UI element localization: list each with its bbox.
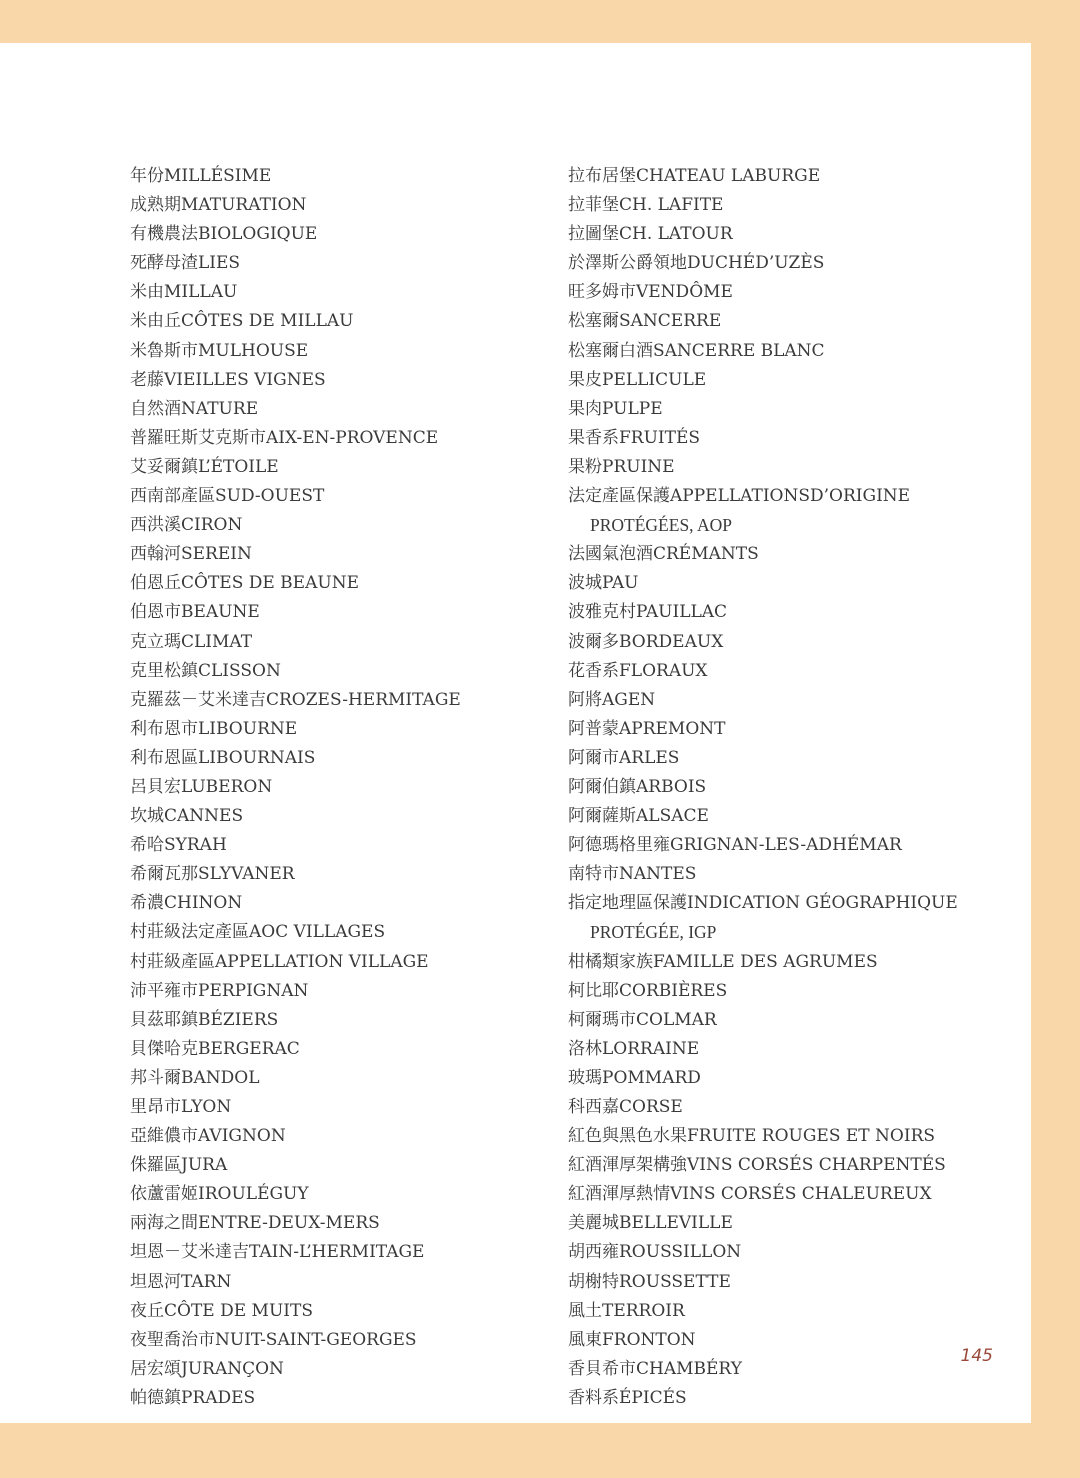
glossary-entry: 阿普蒙APREMONT <box>568 718 726 739</box>
glossary-entry: 拉圖堡CH. LATOUR <box>568 224 733 245</box>
glossary-entry: 居宏頌JURANÇON <box>130 1358 284 1379</box>
glossary-entry: 伯恩丘CÔTES DE BEAUNE <box>130 573 359 594</box>
glossary-entry: 死酵母渣LIES <box>130 253 241 274</box>
glossary-entry: 里昂市LYON <box>130 1097 232 1117</box>
glossary-entry: 普羅旺斯艾克斯市AIX-EN-PROVENCE <box>130 427 439 448</box>
glossary-entry: 洛林LORRAINE <box>568 1038 700 1059</box>
glossary-entry: 花香系FLORAUX <box>568 660 708 681</box>
glossary-entry: 克里松鎮CLISSON <box>130 660 281 681</box>
glossary-entry <box>568 889 1008 947</box>
glossary-entry: 年份MILLÉSIME <box>130 166 272 186</box>
glossary-entry: 美麗城BELLEVILLE <box>568 1213 733 1234</box>
glossary-entry: 拉布居堡CHATEAU LABURGE <box>568 166 821 186</box>
glossary-entry: 風土TERROIR <box>568 1300 685 1321</box>
glossary-entry: 利布恩市LIBOURNE <box>130 718 298 739</box>
glossary-entry: 香料系ÉPICÉS <box>568 1387 687 1408</box>
glossary-entry: 伯恩市BEAUNE <box>130 602 260 623</box>
glossary-entry: 沛平雍市PERPIGNAN <box>130 980 309 1001</box>
page-number: 145 <box>960 1346 993 1366</box>
glossary-entry: 波爾多BORDEAUX <box>568 631 724 652</box>
glossary-entry: 老藤VIEILLES VIGNES <box>130 369 326 390</box>
glossary-entry: 於澤斯公爵領地DUCHÉD’UZÈS <box>568 253 825 274</box>
glossary-entry: 胡榭特ROUSSETTE <box>568 1271 731 1292</box>
glossary-entry: 果肉PULPE <box>568 398 663 419</box>
glossary-entry: 玻瑪POMMARD <box>568 1067 701 1088</box>
glossary-entry: 侏羅區JURA <box>130 1155 228 1176</box>
glossary-entry: 自然酒NATURE <box>130 398 259 419</box>
glossary-entry: 夜聖喬治市NUIT-SAINT-GEORGES <box>130 1329 417 1350</box>
glossary-entry: 阿爾市ARLES <box>568 747 680 768</box>
glossary-entry: 阿德瑪格里雍GRIGNAN-LES-ADHÉMAR <box>568 835 902 856</box>
glossary-entry: 艾妥爾鎮L’ÉTOILE <box>130 456 279 477</box>
glossary-entry: 依蘆雷姬IROULÉGUY <box>130 1184 309 1205</box>
glossary-entry: 南特市NANTES <box>568 864 697 885</box>
glossary-entry: 松塞爾白酒SANCERRE BLANC <box>568 340 825 361</box>
glossary-entry: 利布恩區LIBOURNAIS <box>130 747 316 768</box>
glossary-entry: 有機農法BIOLOGIQUE <box>130 224 318 245</box>
glossary-entry: 柑橘類家族FAMILLE DES AGRUMES <box>568 951 878 972</box>
glossary-entry: 貝茲耶鎮BÉZIERS <box>130 1009 279 1030</box>
glossary-entry: 夜丘CÔTE DE MUITS <box>130 1300 313 1321</box>
glossary-entry: 波雅克村PAUILLAC <box>568 602 728 623</box>
glossary-entry: 克羅茲－艾米達吉CROZES-HERMITAGE <box>130 689 461 710</box>
glossary-entry: 柯比耶CORBIÈRES <box>568 980 728 1001</box>
glossary-entry: 柯爾瑪市COLMAR <box>568 1009 717 1030</box>
glossary-entry-text: 法定產區保護APPELLATIONSD’ORIGINE <box>568 486 911 507</box>
glossary-entry: 亞維儂市AVIGNON <box>130 1126 286 1147</box>
glossary-entry: 西翰河SEREIN <box>130 544 252 565</box>
glossary-entry: 村莊級法定產區AOC VILLAGES <box>130 922 386 943</box>
glossary-entry: 阿將AGEN <box>568 689 656 710</box>
glossary-entry: 法國氣泡酒CRÉMANTS <box>568 544 759 565</box>
glossary-entry: 希爾瓦那SLYVANER <box>130 864 295 885</box>
glossary-entry-continuation: PROTÉGÉES, AOP <box>590 515 732 536</box>
glossary-entry: 松塞爾SANCERRE <box>568 311 722 332</box>
glossary-entry: 西洪溪CIRON <box>130 515 243 536</box>
glossary-entry: 米由丘CÔTES DE MILLAU <box>130 311 354 332</box>
glossary-entry: 果香系FRUITÉS <box>568 427 701 448</box>
glossary-entry: 胡西雍ROUSSILLON <box>568 1242 742 1263</box>
glossary-entry: 呂貝宏LUBERON <box>130 776 273 797</box>
glossary-entry: 紅酒渾厚熱情VINS CORSÉS CHALEUREUX <box>568 1184 932 1205</box>
glossary-entry: 克立瑪CLIMAT <box>130 631 253 652</box>
glossary-entry: 成熟期MATURATION <box>130 195 307 216</box>
glossary-entry: 貝傑哈克BERGERAC <box>130 1038 300 1059</box>
glossary-entry: 西南部產區SUD-OUEST <box>130 486 325 507</box>
glossary-entry: 香貝希市CHAMBÉRY <box>568 1358 742 1379</box>
glossary-left-column <box>130 162 550 1413</box>
glossary-entry-text: 指定地理區保護INDICATION GÉOGRAPHIQUE <box>568 893 958 914</box>
glossary-entry <box>568 482 1008 540</box>
glossary-entry: 米由MILLAU <box>130 282 238 303</box>
glossary-entry: 拉菲堡CH. LAFITE <box>568 195 724 216</box>
glossary-entry: 希濃CHINON <box>130 893 243 914</box>
glossary-entry: 坎城CANNES <box>130 806 244 827</box>
glossary-entry: 坦恩－艾米達吉TAIN-L’HERMITAGE <box>130 1242 425 1263</box>
glossary-entry: 果皮PELLICULE <box>568 369 707 390</box>
glossary-entry: 波城PAU <box>568 573 639 594</box>
glossary-entry: 紅酒渾厚架構強VINS CORSÉS CHARPENTÉS <box>568 1155 946 1176</box>
glossary-entry: 阿爾伯鎮ARBOIS <box>568 776 707 797</box>
glossary-entry: 希哈SYRAH <box>130 835 227 856</box>
glossary-entry: 帕德鎮PRADES <box>130 1387 256 1408</box>
glossary-entry: 邦斗爾BANDOL <box>130 1067 260 1088</box>
glossary-entry: 阿爾薩斯ALSACE <box>568 806 709 827</box>
glossary-entry: 兩海之間ENTRE-DEUX-MERS <box>130 1213 380 1234</box>
glossary-entry: 科西嘉CORSE <box>568 1097 683 1117</box>
glossary-entry: 風東FRONTON <box>568 1329 696 1350</box>
glossary-entry: 紅色與黑色水果FRUITE ROUGES ET NOIRS <box>568 1126 936 1147</box>
glossary-entry: 村莊級產區APPELLATION VILLAGE <box>130 951 429 972</box>
glossary-entry: 坦恩河TARN <box>130 1271 232 1292</box>
glossary-entry: 旺多姆市VENDÔME <box>568 282 733 303</box>
glossary-page <box>0 43 1031 1423</box>
glossary-entry: 果粉PRUINE <box>568 456 675 477</box>
glossary-right-column <box>568 162 1008 1413</box>
glossary-entry: 米魯斯市MULHOUSE <box>130 340 309 361</box>
glossary-entry-continuation: PROTÉGÉE, IGP <box>590 922 717 943</box>
